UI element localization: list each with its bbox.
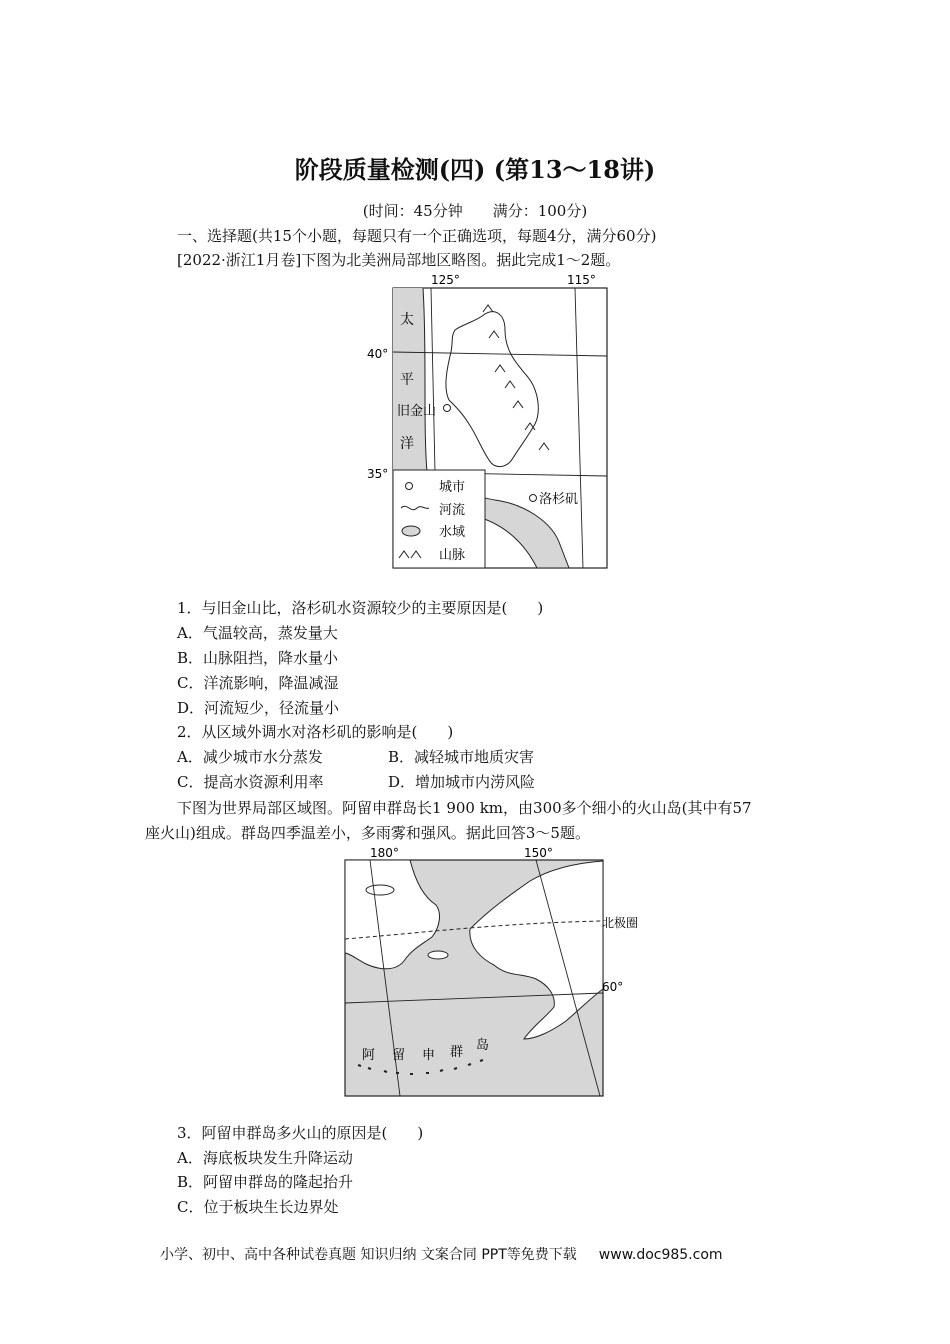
north-america-map	[355, 272, 615, 574]
q3-option-c: C．位于板块生长边界处	[177, 1198, 339, 1216]
lon-label-left: 125°	[431, 273, 460, 287]
q2-option-a: A．减少城市水分蒸发	[177, 748, 323, 766]
q3-stem: 3．阿留申群岛多火山的原因是( )	[177, 1124, 424, 1142]
q1-stem: 1．与旧金山比，洛杉矶水资源较少的主要原因是( )	[177, 599, 544, 617]
island-char-5: 岛	[476, 1038, 490, 1053]
q1-option-c: C．洋流影响，降温减湿	[177, 674, 339, 692]
island-char-2: 留	[392, 1048, 406, 1063]
aleutian-map	[340, 843, 660, 1101]
intro-text-2-cont: 座火山)组成。群岛四季温差小，多雨雾和强风。据此回答3～5题。	[145, 824, 590, 842]
map2-lat-label: 60°	[602, 980, 624, 994]
lat-label-top: 40°	[367, 347, 389, 361]
footer-text: 小学、初中、高中各种试卷真题 知识归纳 文案合同 PPT等免费下载	[160, 1247, 577, 1263]
q2-option-c: C．提高水资源利用率	[177, 773, 324, 791]
map2-lon-label-left: 180°	[370, 846, 399, 860]
la-label: 洛杉矶	[539, 492, 579, 507]
legend-mountain-label: 山脉	[439, 548, 466, 563]
q1-option-d: D．河流短少，径流量小	[177, 699, 340, 717]
exam-meta: (时间：45分钟 满分：100分)	[362, 202, 588, 220]
legend-river-label: 河流	[439, 503, 466, 518]
q1-option-a: A．气温较高，蒸发量大	[177, 624, 338, 642]
footer	[160, 1244, 723, 1264]
intro-text-1: [2022·浙江1月卷]下图为北美洲局部地区略图。据此完成1～2题。	[177, 251, 621, 269]
ocean-label-2: 平	[400, 372, 414, 388]
q3-option-a: A．海底板块发生升降运动	[177, 1149, 353, 1167]
sf-label: 旧金山	[397, 404, 437, 419]
island-large	[366, 885, 394, 895]
page-title: 阶段质量检测(四) (第13～18讲)	[294, 155, 656, 184]
q2-stem: 2．从区域外调水对洛杉矶的影响是( )	[177, 723, 454, 741]
q2-option-d: D．增加城市内涝风险	[388, 773, 536, 791]
island-small	[428, 951, 448, 959]
la-city-marker	[530, 495, 537, 502]
q1-option-b: B．山脉阻挡，降水量小	[177, 649, 339, 667]
legend-city-label: 城市	[439, 480, 466, 495]
lat-label-bottom: 35°	[367, 467, 389, 481]
section-heading: 一、选择题(共15个小题，每题只有一个正确选项，每题4分，满分60分)	[177, 227, 657, 245]
q2-option-b: B．减轻城市地质灾害	[388, 748, 535, 766]
intro-text-2: 下图为世界局部区域图。阿留申群岛长1 900 km，由300多个细小的火山岛(其中有57	[177, 799, 752, 817]
q3-option-b: B．阿留申群岛的隆起抬升	[177, 1173, 354, 1191]
legend-water-symbol	[402, 526, 420, 536]
footer-url[interactable]: www.doc985.com	[598, 1247, 723, 1263]
lon-label-right: 115°	[567, 273, 596, 287]
map2-lon-label-right: 150°	[524, 846, 553, 860]
island-char-4: 群	[450, 1045, 464, 1060]
island-char-1: 阿	[362, 1048, 376, 1063]
sf-city-marker	[444, 405, 451, 412]
island-char-3: 申	[422, 1048, 436, 1063]
arctic-circle-label: 北极圈	[602, 916, 639, 930]
legend-city-symbol	[406, 483, 413, 490]
legend-water-label: 水域	[439, 525, 466, 540]
ocean-label-1: 太	[400, 312, 414, 328]
ocean-label-3: 洋	[400, 436, 414, 452]
